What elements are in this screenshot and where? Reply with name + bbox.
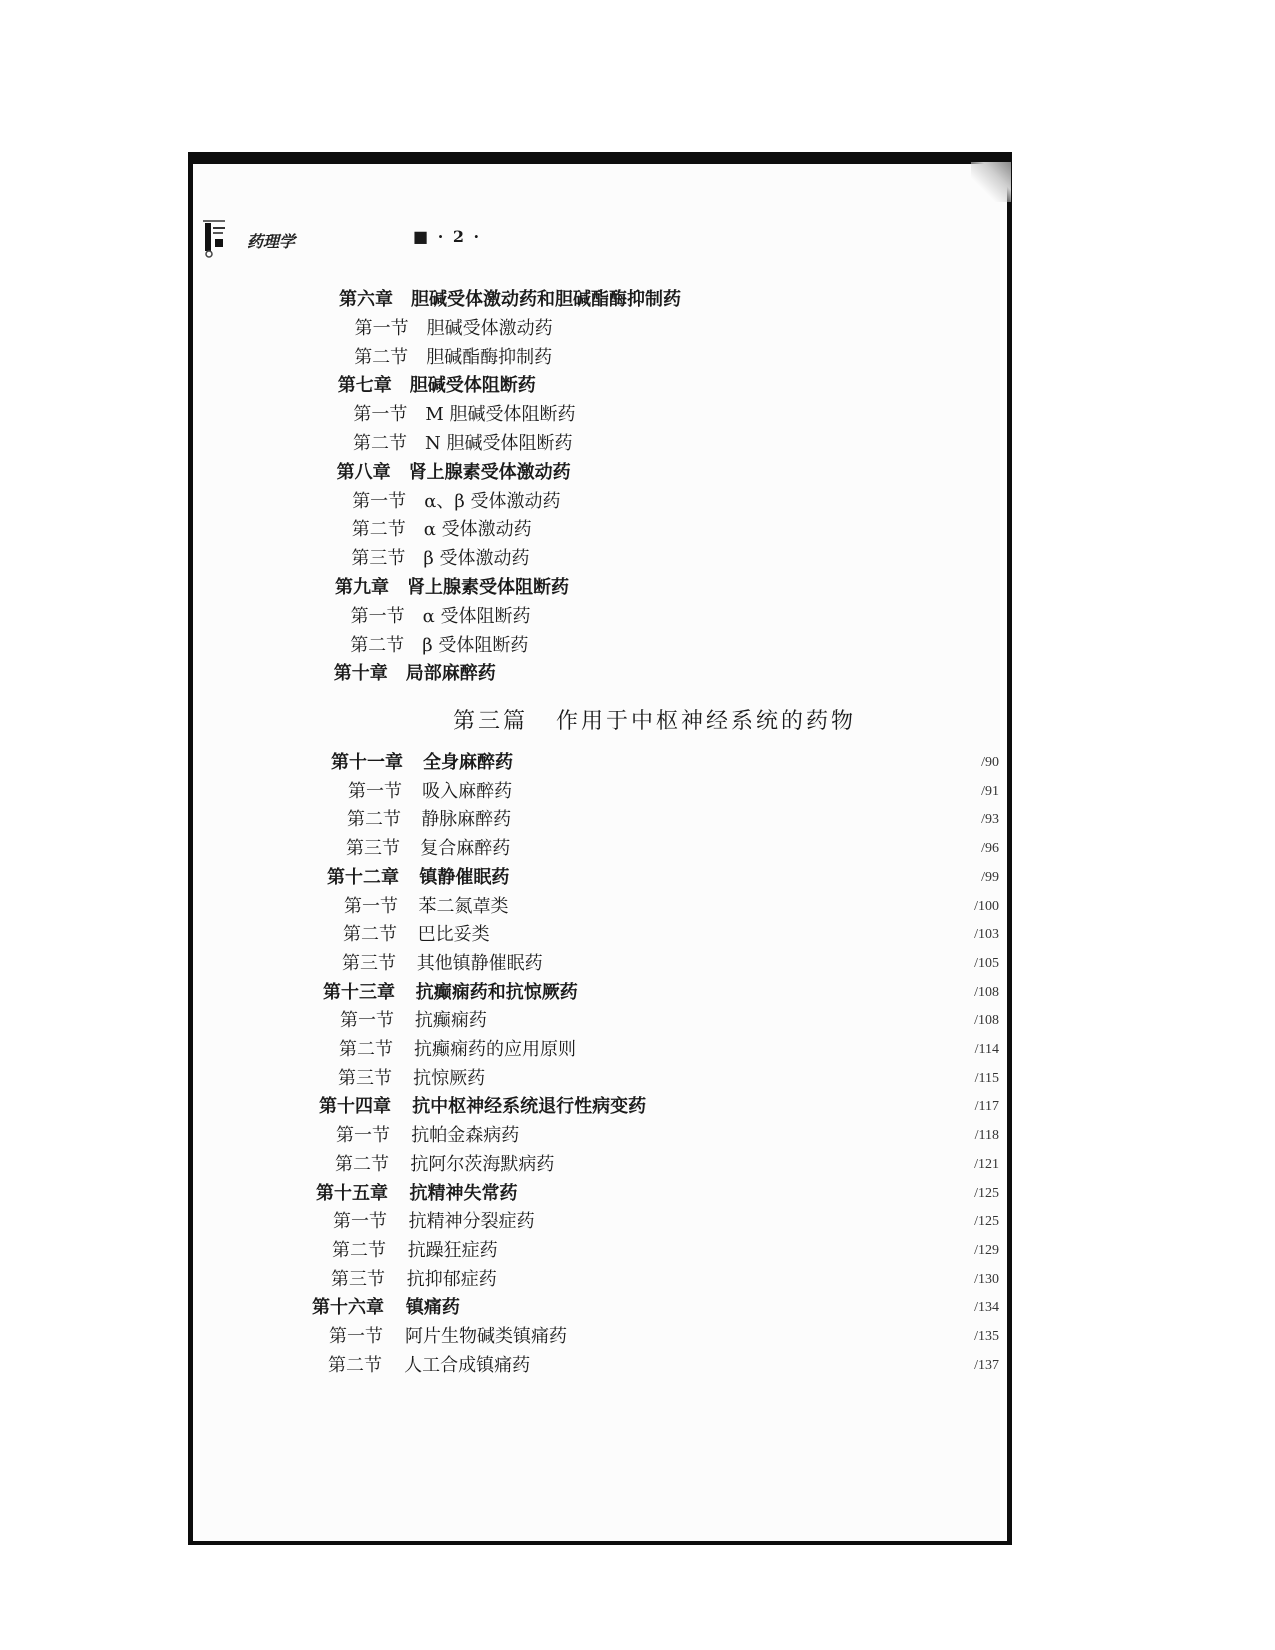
chapter-title: 胆碱受体阻断药: [409, 375, 536, 397]
section-title: α 受体阻断药: [422, 605, 531, 627]
page-ref: /130: [974, 1271, 999, 1287]
section-title: 苯二氮䓬类: [418, 895, 509, 917]
section-title: 抗躁狂症药: [407, 1239, 498, 1261]
page-ref: /115: [974, 1070, 999, 1086]
page-ref: /117: [974, 1099, 999, 1115]
section-label: 第三节: [331, 1268, 385, 1290]
toc-chapter-row: [193, 1294, 1007, 1322]
toc-chapter-row: [193, 1180, 1007, 1208]
toc-section-row: [193, 893, 1007, 921]
toc-section-row: [193, 401, 1007, 429]
section-title: 抗癫痫药的应用原则: [414, 1039, 576, 1060]
toc-section-row: [193, 1036, 1007, 1064]
section-title: 巴比妥类: [417, 924, 490, 946]
toc-section-row: [193, 1151, 1007, 1179]
chapter-label: 第八章: [336, 461, 391, 483]
section-title: M 胆碱受体阻断药: [425, 404, 576, 426]
toc-section-row: [193, 516, 1007, 544]
section-label: 第二节: [350, 634, 405, 656]
page-ref: /125: [974, 1185, 999, 1201]
page-ref: /121: [974, 1156, 999, 1172]
chapter-title: 全身麻醉药: [423, 752, 513, 773]
page-ref: /103: [974, 927, 999, 943]
section-label: 第一节: [353, 404, 408, 426]
section-title: 抗阿尔茨海默病药: [410, 1153, 555, 1175]
page-ref: /99: [981, 869, 999, 885]
toc-chapter-row: [193, 574, 1007, 602]
section-label: 第二节: [351, 519, 406, 541]
page-ref: /105: [974, 955, 999, 971]
section-label: 第一节: [352, 490, 407, 512]
toc-section-row: [193, 1352, 1007, 1380]
section-label: 第二节: [354, 346, 409, 368]
toc-section-row: [193, 488, 1007, 516]
toc-section-row: [193, 1266, 1007, 1294]
page-ref: /100: [974, 898, 999, 914]
section-label: 第二节: [343, 924, 397, 946]
toc-chapter-row: [193, 1093, 1007, 1121]
toc-section-row: [193, 315, 1007, 343]
chapter-label: 第七章: [337, 375, 392, 397]
toc-section-row: [193, 1208, 1007, 1236]
section-label: 第二节: [335, 1153, 389, 1175]
toc-section-row: [193, 632, 1007, 660]
page-ref: /96: [981, 841, 999, 857]
section-label: 第二节: [353, 433, 407, 454]
toc-section-row: [193, 344, 1007, 372]
chapter-label: 第十章: [333, 663, 388, 685]
section-title: 胆碱酯酶抑制药: [426, 346, 553, 368]
section-title: α、β 受体激动药: [424, 490, 561, 512]
page-ref: /118: [974, 1128, 999, 1144]
toc-chapter-row: [193, 459, 1007, 487]
section-label: 第二节: [332, 1239, 386, 1261]
section-label: 第一节: [354, 317, 409, 339]
toc-section-row: [193, 1237, 1007, 1265]
page-ref: /108: [974, 1013, 999, 1029]
part-title: 作用于中枢神经系统的药物: [556, 709, 857, 734]
page-ref: /134: [974, 1300, 999, 1316]
section-label: 第一节: [344, 895, 398, 917]
section-title: 抗帕金森病药: [411, 1125, 520, 1147]
chapter-title: 局部麻醉药: [405, 663, 496, 685]
page-ref: /93: [981, 812, 999, 828]
toc-chapter-row: [193, 979, 1007, 1007]
page-ref: /114: [974, 1042, 999, 1057]
chapter-title: 抗中枢神经系统退行性病变药: [412, 1096, 647, 1118]
toc-section-row: [193, 778, 1007, 806]
section-title: 抗抑郁症药: [406, 1268, 497, 1290]
toc-section-row: [193, 806, 1007, 834]
section-label: 第一节: [350, 605, 405, 627]
page-number: ■ · 2 ·: [413, 227, 482, 246]
section-label: 第一节: [333, 1211, 387, 1233]
section-title: 人工合成镇痛药: [404, 1354, 531, 1376]
page-ref: /108: [974, 984, 999, 1000]
page-ref: /90: [981, 755, 999, 770]
section-title: β 受体阻断药: [422, 634, 529, 656]
section-title: 其他镇静催眠药: [416, 952, 543, 974]
toc-chapter-row: [193, 372, 1007, 400]
section-title: 吸入麻醉药: [422, 780, 513, 802]
toc-chapter-row: [193, 749, 1007, 777]
chapter-title: 镇痛药: [405, 1297, 460, 1319]
section-title: 抗精神分裂症药: [408, 1211, 535, 1233]
page-ref: /129: [974, 1242, 999, 1258]
page-ref: /137: [974, 1357, 999, 1373]
toc-section-row: [193, 1065, 1007, 1093]
chapter-label: 第十三章: [323, 981, 395, 1003]
section-label: 第一节: [340, 1010, 394, 1032]
section-title: 静脉麻醉药: [421, 809, 512, 831]
section-label: 第一节: [336, 1125, 390, 1147]
toc-chapter-row: [193, 660, 1007, 688]
section-title: N 胆碱受体阻断药: [425, 433, 573, 454]
section-label: 第三节: [346, 838, 400, 860]
toc-section-row: [193, 835, 1007, 863]
page-ref: /125: [974, 1214, 999, 1230]
table-of-contents: [193, 164, 1007, 1541]
section-title: α 受体激动药: [423, 519, 532, 541]
section-title: 抗惊厥药: [413, 1067, 486, 1089]
chapter-title: 胆碱受体激动药和胆碱酯酶抑制药: [411, 289, 681, 310]
chapter-label: 第六章: [339, 289, 393, 310]
book-title: 药理学: [247, 232, 296, 251]
chapter-label: 第九章: [335, 577, 389, 598]
chapter-title: 肾上腺素受体阻断药: [407, 577, 569, 598]
section-label: 第三节: [342, 952, 396, 974]
toc-section-row: [193, 1122, 1007, 1150]
chapter-label: 第十一章: [331, 752, 403, 773]
toc-section-row: [193, 603, 1007, 631]
toc-section-row: [193, 950, 1007, 978]
chapter-title: 镇静催眠药: [419, 866, 510, 888]
toc-section-row: [193, 921, 1007, 949]
chapter-title: 抗精神失常药: [409, 1182, 518, 1204]
section-label: 第一节: [329, 1326, 383, 1347]
section-label: 第二节: [347, 809, 401, 831]
section-title: 复合麻醉药: [420, 838, 511, 860]
chapter-title: 肾上腺素受体激动药: [408, 461, 571, 483]
page-ref: /135: [974, 1329, 999, 1344]
toc-section-row: [193, 545, 1007, 573]
chapter-label: 第十四章: [319, 1096, 391, 1118]
toc-chapter-row: [193, 864, 1007, 892]
section-title: 阿片生物碱类镇痛药: [405, 1326, 567, 1347]
section-label: 第三节: [338, 1067, 392, 1089]
toc-section-row: [193, 1007, 1007, 1035]
chapter-label: 第十六章: [312, 1297, 384, 1319]
section-title: 抗癫痫药: [414, 1010, 487, 1032]
page-ref: /91: [981, 783, 999, 799]
chapter-label: 第十五章: [316, 1182, 388, 1204]
chapter-title: 抗癫痫药和抗惊厥药: [415, 981, 578, 1003]
section-label: 第三节: [351, 548, 406, 570]
section-label: 第二节: [339, 1039, 393, 1060]
section-title: β 受体激动药: [423, 548, 530, 570]
toc-section-row: [193, 1323, 1007, 1351]
section-label: 第一节: [348, 780, 402, 802]
toc-section-row: [193, 430, 1007, 458]
part-label: 第三篇: [453, 709, 529, 734]
chapter-label: 第十二章: [327, 866, 399, 888]
toc-chapter-row: [193, 286, 1007, 314]
part-heading: [453, 704, 856, 735]
section-label: 第二节: [328, 1354, 382, 1376]
page-photo: [188, 152, 1012, 1545]
section-title: 胆碱受体激动药: [426, 317, 553, 339]
